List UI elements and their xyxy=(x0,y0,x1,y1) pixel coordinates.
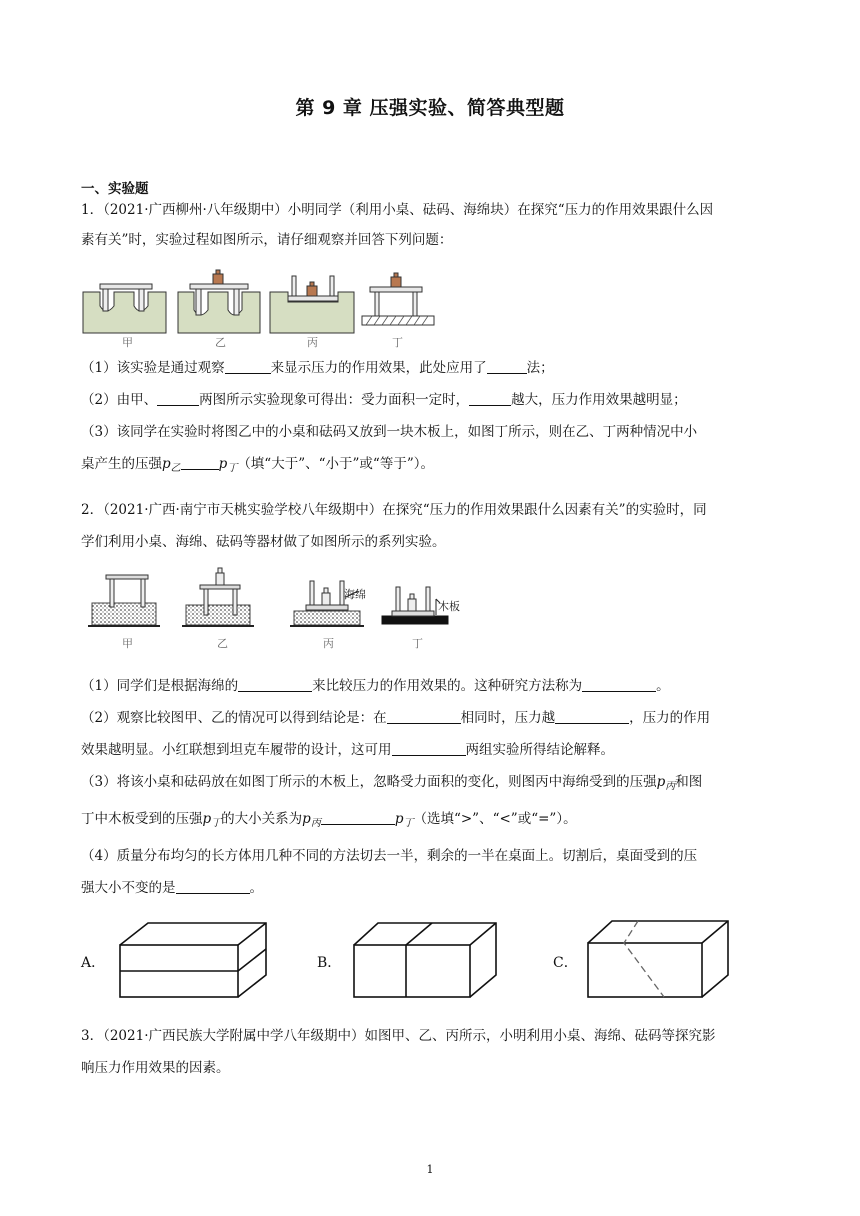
q2-label-sponge: 海绵 xyxy=(344,588,366,601)
q1-sub2: （2）由甲、 两图所示实验现象可得出：受力面积一定时， 越大，压力作用效果越明显； xyxy=(81,392,687,408)
q2-label-bing: 丙 xyxy=(323,637,334,650)
q2-sub4-line2: 强大小不变的是 。 xyxy=(81,880,263,896)
question-3-stem xyxy=(81,1020,781,1084)
q1-figure xyxy=(82,266,438,350)
q3-line1: 3．（2021·广西民族大学附属中学八年级期中）如图甲、乙、丙所示，小明利用小桌、海绵、砝码等探究影 xyxy=(81,1028,716,1044)
q3-line2: 响压力作用效果的因素。 xyxy=(81,1060,230,1076)
q2-sub2-line2: 效果越明显。小红联想到坦克车履带的设计，这可用 两组实验所得结论解释。 xyxy=(81,742,614,758)
answer-blank[interactable] xyxy=(387,709,461,724)
q2-sub3-line1: （3）将该小桌和砝码放在如图丁所示的木板上，忽略受力面积的变化，则图丙中海绵受到的压强$p_丙$和图 xyxy=(81,774,703,792)
q1-label-yi: 乙 xyxy=(215,336,226,349)
q2-panel-ding xyxy=(382,587,460,650)
q2-sub3-line2: 丁中木板受到的压强$p_丁$的大小关系为$p_丙$ $p_丁$（选填“>”、“<”或“=”）。 xyxy=(81,811,577,829)
q2-sub1: （1）同学们是根据海绵的 来比较压力的作用效果的。这种研究方法称为 。 xyxy=(81,678,670,694)
q1-label-bing: 丙 xyxy=(307,336,318,349)
answer-blank[interactable] xyxy=(321,810,395,825)
q2-line1: 2．（2021·广西·南宁市天桃实验学校八年级期中）在探究“压力的作用效果跟什么因素有关”的实验时，同 xyxy=(81,502,707,518)
q2-figure xyxy=(88,565,466,657)
q1-sub1: （1）该实验是通过观察 来显示压力的作用效果，此处应用了 法； xyxy=(81,360,554,376)
answer-blank[interactable] xyxy=(487,359,527,374)
answer-blank[interactable] xyxy=(555,709,629,724)
option-c-label: C． xyxy=(553,955,578,971)
q1-panel-jia xyxy=(83,284,166,349)
q2-label-board: 木板 xyxy=(438,600,460,613)
question-2-stem xyxy=(81,494,781,558)
q2-panel-bing xyxy=(290,581,366,650)
q2-sub4-line1: （4）质量分布均匀的长方体用几种不同的方法切去一半，剩余的一半在桌面上。切割后，桌面受到的压 xyxy=(81,848,698,864)
q1-line2: 素有关”时，实验过程如图所示，请仔细观察并回答下列问题： xyxy=(81,232,453,248)
q2-label-jia: 甲 xyxy=(122,637,133,650)
answer-blank[interactable] xyxy=(582,677,656,692)
answer-blank[interactable] xyxy=(392,741,466,756)
question-1-stem xyxy=(81,194,781,256)
q2-label-ding: 丁 xyxy=(412,637,423,650)
q1-panel-yi xyxy=(178,270,260,349)
q1-label-ding: 丁 xyxy=(392,336,403,349)
answer-blank[interactable] xyxy=(181,455,219,470)
answer-blank[interactable] xyxy=(176,879,250,894)
answer-blank[interactable] xyxy=(238,677,312,692)
option-b-figure[interactable] xyxy=(352,919,500,1001)
option-b-label: B． xyxy=(317,955,342,971)
option-c-figure[interactable] xyxy=(586,917,732,1001)
q1-sub3-line2: 桌产生的压强$p_乙$ $p_丁$（填“大于”、“小于”或“等于”）。 xyxy=(81,456,434,474)
q1-panel-ding xyxy=(362,273,434,349)
answer-blank[interactable] xyxy=(469,391,511,406)
q1-label-jia: 甲 xyxy=(122,336,133,349)
option-a-label: A． xyxy=(81,955,106,971)
section-heading: 一、实验题 xyxy=(81,181,149,197)
q2-label-yi: 乙 xyxy=(217,637,228,650)
q2-panel-jia xyxy=(88,575,160,650)
q1-subquestions xyxy=(81,352,781,485)
answer-blank[interactable] xyxy=(225,359,271,374)
answer-blank[interactable] xyxy=(157,391,199,406)
page-number: 1 xyxy=(426,1163,434,1176)
q2-line2: 学们利用小桌、海绵、砝码等器材做了如图所示的系列实验。 xyxy=(81,534,446,550)
q1-line1: 1．（2021·广西柳州·八年级期中）小明同学（利用小桌、砝码、海绵块）在探究“压力的作用效果跟什么因 xyxy=(81,202,714,218)
q1-panel-bing xyxy=(270,276,354,349)
q1-sub3-line1: （3）该同学在实验时将图乙中的小桌和砝码又放到一块木板上，如图丁所示，则在乙、丁两种情况中小 xyxy=(81,424,698,440)
page-title: 第 9 章 压强实验、简答典型题 xyxy=(295,97,565,119)
q2-subquestions xyxy=(81,670,781,904)
option-a-figure[interactable] xyxy=(118,919,270,1001)
q2-sub2-line1: （2）观察比较图甲、乙的情况可以得到结论是：在 相同时，压力越 ，压力的作用 xyxy=(81,710,711,726)
q2-panel-yi xyxy=(182,568,254,650)
